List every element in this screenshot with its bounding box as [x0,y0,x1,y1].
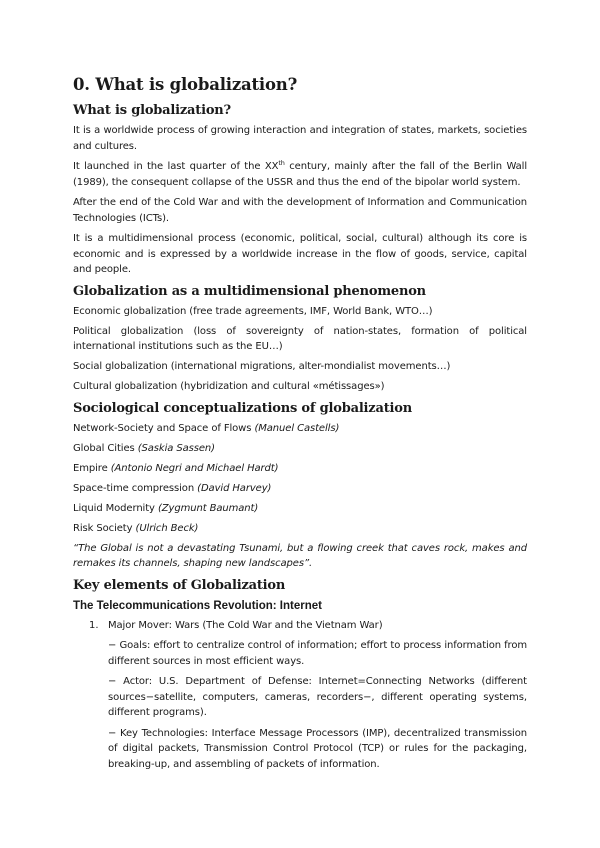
intro-paragraph-3: After the end of the Cold War and with the development of Information and Communication Technologies (ICTs). [73,197,527,224]
concept-name: Risk Society [73,522,136,534]
list-number: 1. [89,619,99,631]
concept-name: Network-Society and Space of Flows [73,422,255,434]
sociological-item [73,461,527,477]
intro-heading: What is globalization? [73,103,231,118]
key-elements-section [73,577,527,773]
intro-paragraph-2-end: century, mainly after the fall of the Berlin Wall (1989), the consequent collapse of the USSR and thus the end of the bipolar world system. [73,161,527,188]
intro-paragraph-1: It is a worldwide process of growing interaction and integration of states, markets, societies and cultures. [73,125,527,152]
ordinal-superscript: th [278,159,285,167]
multidimensional-item: Cultural globalization (hybridization and cultural «métissages») [73,381,385,392]
concept-author: (David Harvey) [197,482,272,494]
sociological-section [73,400,527,572]
concept-author: (Zygmunt Baumant) [157,502,259,514]
concept-name: Empire [73,462,111,474]
concept-name: Global Cities [73,442,138,454]
concept-author: (Ulrich Beck) [135,522,199,534]
sub-point-goals: − Goals: effort to centralize control of information; effort to process information from different sources in most efficient ways. [108,640,527,667]
multidimensional-item: Economic globalization (free trade agreements, IMF, World Bank, WTO…) [73,305,433,317]
sub-point-actor: − Actor: U.S. Department of Defense: Internet=Connecting Networks (different sources−satellite, computers, cameras, recorders−, different operating systems, different programs). [108,676,527,718]
key-elements-heading: Key elements of Globalization [73,577,286,593]
sub-point-technologies: − Key Technologies: Interface Message Processors (IMP), decentralized transmission of digital packets, Transmission Control Protocol (TCP) or rules for the packaging, breaking-up, and assembling of packets of information. [108,727,527,770]
concept-author: (Antonio Negri and Michael Hardt) [110,462,279,474]
concept-author: (Manuel Castells) [254,422,340,434]
concept-name: Liquid Modernity [73,502,158,514]
sociological-item [73,521,527,537]
intro-paragraph-2 [73,159,527,190]
page-title: 0. What is globalization? [73,75,298,94]
multidimensional-heading: Globalization as a multidimensional phenomenon [73,283,426,299]
sociological-item [73,421,527,437]
numbered-list [73,618,527,634]
sub-points [73,638,527,772]
list-item-text: Major Mover: Wars (The Cold War and the Vietnam War) [108,619,383,631]
multidimensional-section [73,283,527,395]
quote: “The Global is not a devastating Tsunami, but a flowing creek that caves rock, makes and remakes its channels, shaping new landscapes”. [73,542,527,569]
list-item [73,618,527,634]
internet-subheading: The Telecommunications Revolution: Internet [73,599,322,612]
sociological-item [73,481,527,497]
concept-name: Space-time compression [73,482,198,494]
sociological-heading: Sociological conceptualizations of globalization [73,400,412,416]
intro-paragraph-2-start: It launched in the last quarter of the XX [73,161,279,172]
intro-paragraph-4: It is a multidimensional process (economic, political, social, cultural) although its core is economic and is expressed by a worldwide increase in the flow of goods, service, capital and people. [73,233,527,275]
sociological-item [73,441,527,457]
concept-author: (Saskia Sassen) [137,442,215,454]
multidimensional-item: Political globalization (loss of sovereignty of nation-states, formation of political international institutions such as the EU…) [73,325,527,352]
sociological-item [73,501,527,517]
intro-section [73,102,527,278]
multidimensional-item: Social globalization (international migrations, alter-mondialist movements…) [73,361,451,372]
